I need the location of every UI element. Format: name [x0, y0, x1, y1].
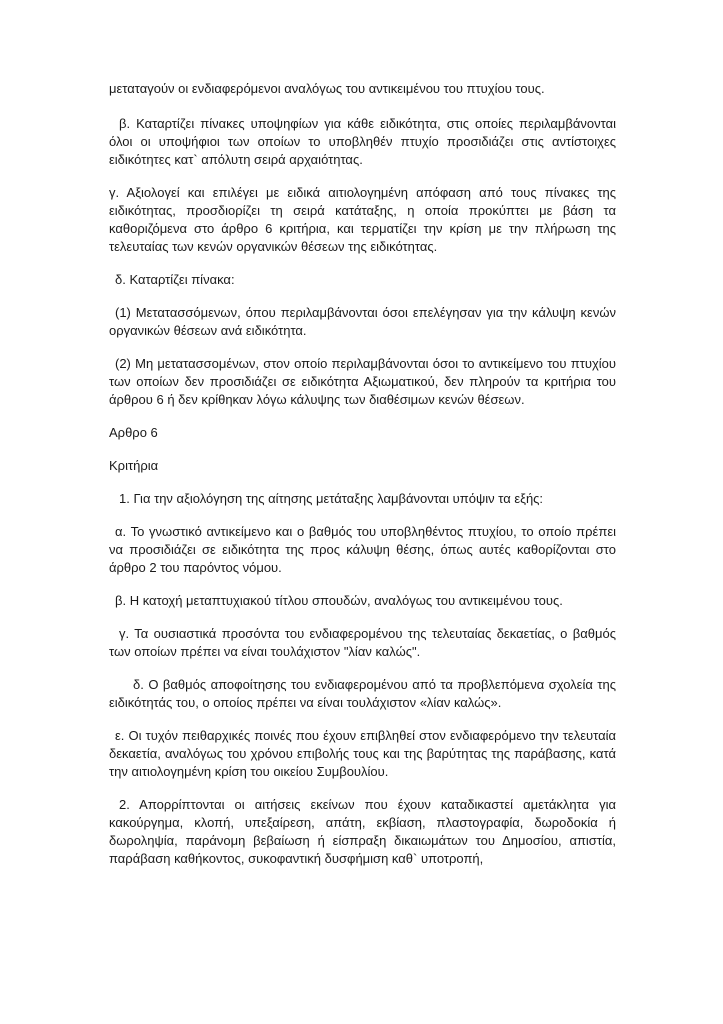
paragraph-gamma-evaluation: γ. Αξιολογεί και επιλέγει με ειδικά αιτιολογημένη απόφαση από τους πίνακες της ειδικότητας, προσδιορίζει τη σειρά κατάταξης, η οποία προκύπτει με βάση τα καθοριζόμενα στο άρθρο 6 κριτήρια, και τερματίζει την κρίση με την πλήρωση της τελευταίας των κενών οργανικών θέσεων της ειδικότητας.: [109, 185, 616, 254]
paragraph-criterion-epsilon: ε. Οι τυχόν πειθαρχικές ποινές που έχουν επιβληθεί στον ενδιαφερόμενο την τελευταία δεκαετία, αναλόγως του χρόνου επιβολής τους και της βαρύτητας της παράβασης, κατά την αιτιολογημένη κρίση του οικείου Συμβουλίου.: [109, 728, 616, 779]
paragraph-list-item-2: (2) Μη μετατασσομένων, στον οποίο περιλαμβάνονται όσοι το αντικείμενο του πτυχίου των οποίων δεν προσιδιάζει σε ειδικότητα Αξιωματικού, δεν πληρούν τα κριτήρια του άρθρου 6 ή δεν κρίθηκαν λόγω κάλυψης των διαθέσιμων κενών θέσεων.: [109, 356, 616, 407]
paragraph-list-item-1: (1) Μετατασσόμενων, όπου περιλαμβάνονται όσοι επελέγησαν για την κάλυψη κενών οργανικών θέσεων ανά ειδικότητα.: [109, 305, 616, 338]
paragraph-beta-candidate-tables: β. Καταρτίζει πίνακες υποψηφίων για κάθε ειδικότητα, στις οποίες περιλαμβάνονται όλοι οι υποψήφιοι των οποίων το υποβληθέν πτυχίο προσιδιάζει στις αντίστοιχες ειδικότητες κατ` απόλυτη σειρά αρχαιότητας.: [109, 116, 616, 167]
paragraph-rejections: 2. Απορρίπτονται οι αιτήσεις εκείνων που έχουν καταδικαστεί αμετάκλητα για κακούργημα, κλοπή, υπεξαίρεση, απάτη, εκβίαση, πλαστογραφία, δωροδοκία ή δωροληψία, παράνομη βεβαίωση ή είσπραξη δικαιωμάτων του Δημοσίου, απιστία, παράβαση καθήκοντος, συκοφαντική δυσφήμιση καθ` υποτροπή,: [109, 797, 616, 866]
paragraph-continuation: μεταταγούν οι ενδιαφερόμενοι αναλόγως του αντικειμένου του πτυχίου τους.: [109, 81, 545, 96]
paragraph-criterion-gamma: γ. Τα ουσιαστικά προσόντα του ενδιαφερομένου της τελευταίας δεκαετίας, ο βαθμός των οποίων πρέπει να είναι τουλάχιστον "λίαν καλώς".: [109, 626, 616, 659]
article-heading: Αρθρο 6: [109, 425, 158, 440]
document-body: [109, 80, 616, 883]
paragraph-criterion-alpha: α. Το γνωστικό αντικείμενο και ο βαθμός του υποβληθέντος πτυχίου, το οποίο πρέπει να προσιδιάζει σε ειδικότητα της προς κάλυψη θέσης, όπως αυτές καθορίζονται στο άρθρο 2 του παρόντος νόμου.: [109, 524, 616, 575]
paragraph-criterion-beta: β. Η κατοχή μεταπτυχιακού τίτλου σπουδών, αναλόγως του αντικειμένου τους.: [115, 593, 563, 608]
paragraph-criteria-intro: 1. Για την αξιολόγηση της αίτησης μετάταξης λαμβάνονται υπόψιν τα εξής:: [119, 491, 544, 506]
paragraph-criterion-delta: δ. Ο βαθμός αποφοίτησης του ενδιαφερομένου από τα προβλεπόμενα σχολεία της ειδικότητάς του, ο οποίος πρέπει να είναι τουλάχιστον «λίαν καλώς».: [109, 677, 616, 710]
article-title: Κριτήρια: [109, 458, 159, 473]
paragraph-delta-table: δ. Καταρτίζει πίνακα:: [115, 272, 235, 287]
